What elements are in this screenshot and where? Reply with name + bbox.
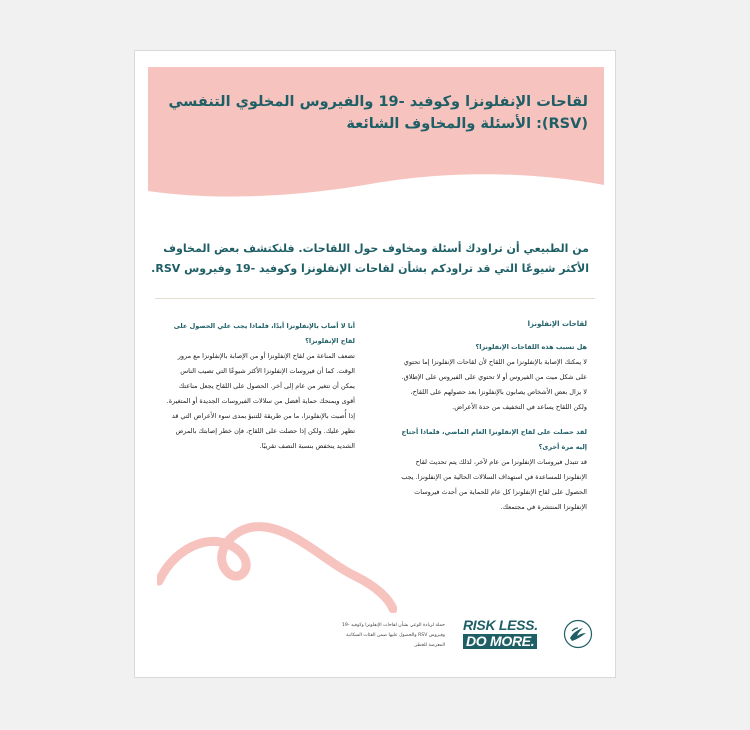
answer-2: قد تتبدل فيروسات الإنفلونزا من عام لآخر، لذلك يتم تحديث لقاح الإنفلونزا للمساعدة في استهداف السلالات الحالية من الإنفلونزا. يجب الحصول على لقاح الإنفلونزا كل عام للحماية من أحدث فيروسات الإنفلونزا المنتشرة في مجتمعك. — [401, 458, 587, 511]
page-title: لقاحات الإنفلونزا وكوفيد -19 والفيروس المخلوي التنفسي (RSV): الأسئلة والمخاوف الشائعة — [168, 94, 588, 132]
logo-line1: RISK LESS. — [463, 617, 538, 633]
question-3: أنا لا أصاب بالإنفلونزا أبدًا، فلماذا يجب علي الحصول على لقاح الإنفلونزا؟ — [173, 322, 355, 345]
intro-text: من الطبيعي أن تراودك أسئلة ومخاوف حول اللقاحات. فلنكتشف بعض المخاوف الأكثر شيوعًا التي قد تراودكم بشأن لقاحات الإنفلونزا وكوفيد -19 وفيروس RSV. — [151, 242, 589, 275]
campaign-text: حملة لزيادة الوعي بشأن لقاحات الإنفلونزا وكوفيد -19 وفيروس RSV والحصول عليها ضمن الفئات السكانية المعرضة للخطر. — [342, 623, 445, 648]
right-column — [397, 319, 587, 525]
question-2: لقد حصلت على لقاح الإنفلونزا العام الماضي، فلماذا أحتاج إليه مرة أخرى؟ — [401, 428, 587, 451]
section-heading: لقاحات الإنفلونزا — [527, 320, 587, 328]
document-page — [134, 50, 616, 678]
header-band — [148, 67, 604, 207]
decorative-swirl — [157, 503, 397, 613]
hhs-eagle-icon — [563, 619, 593, 649]
header-band-shape — [148, 67, 604, 207]
divider — [155, 298, 595, 299]
logo-line2: DO MORE. — [463, 634, 537, 649]
answer-3: تضعف المناعة من لقاح الإنفلونزا أو من الإصابة بالإنفلونزا مع مرور الوقت. كما أن فيروسات الإنفلونزا الأكثر شيوعًا التي تصيب الناس يمكن أن تتغير من عام إلى آخر. الحصول على اللقاح يجعل مناعتك أقوى ويمنحك حماية أفضل من سلالات الفيروسات الجديدة أو المتغيرة. إذا أُصبت بالإنفلونزا، ما من طريقة للتنبؤ بمدى سوء الأعراض التي قد تظهر عليك. ولكن إذا حصلت على اللقاح، فإن خطر إصابتك بالمرض الشديد ينخفض بنسبة النصف تقريبًا. — [166, 352, 355, 450]
answer-1: لا يمكنك الإصابة بالإنفلونزا من اللقاح لأن لقاحات الإنفلونزا إما تحتوي على شكل ميت من الفيروس أو لا تحتوي على الفيروس على الإطلاق. لا يزال بعض الأشخاص يصابون بالإنفلونزا بعد حصولهم على اللقاح، ولكن اللقاح يساعد في التخفيف من حدة الأعراض. — [401, 358, 587, 411]
left-column — [165, 319, 355, 464]
risk-less-do-more-logo — [463, 618, 555, 651]
question-1: هل تسبب هذه اللقاحات الإنفلونزا؟ — [475, 343, 587, 351]
